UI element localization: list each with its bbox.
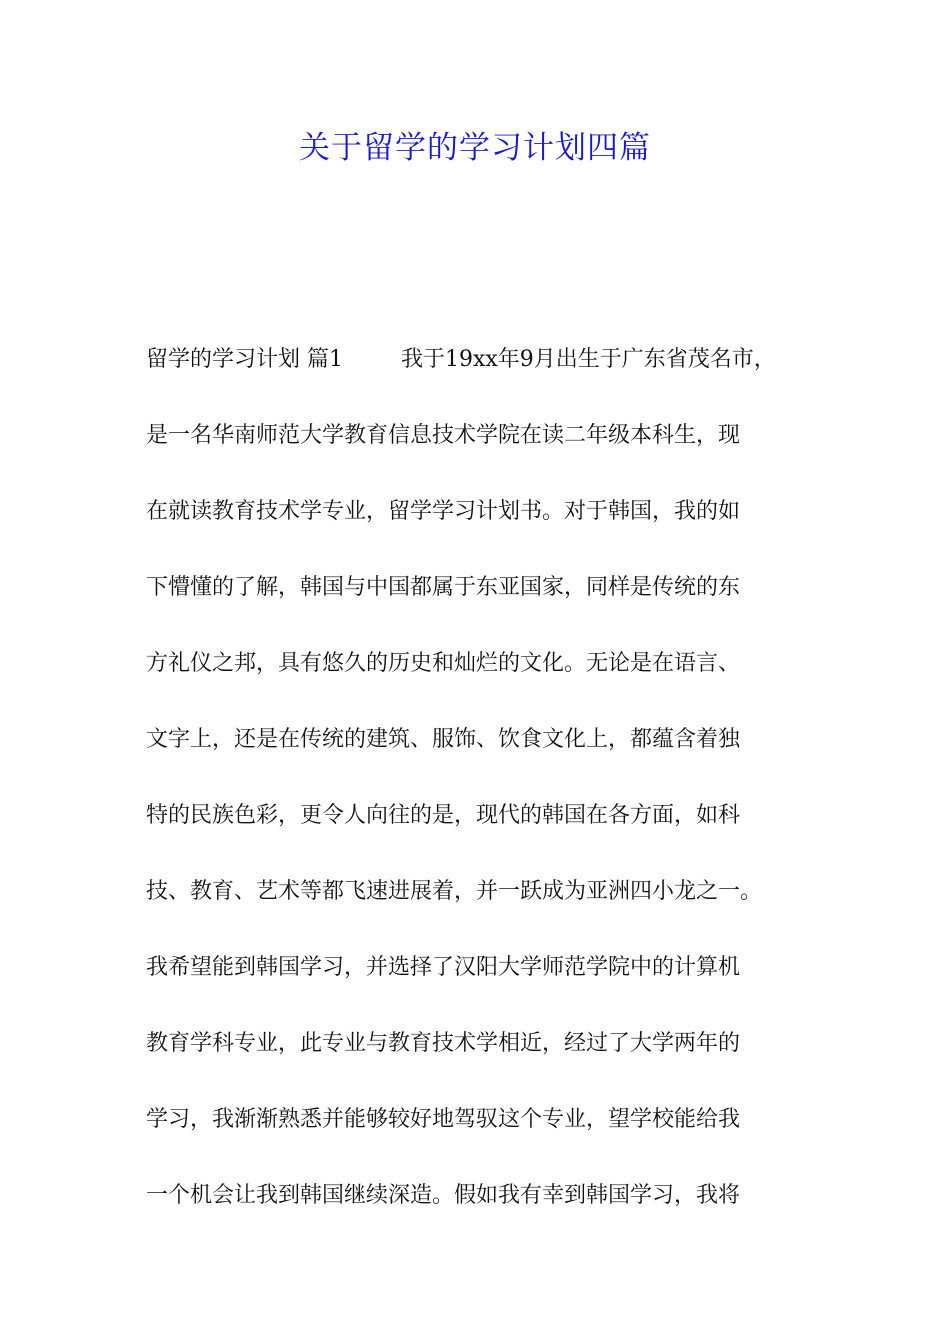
document-title: 关于留学的学习计划四篇 xyxy=(299,130,651,166)
paragraph-line: 方礼仪之邦，具有悠久的历史和灿烂的文化。无论是在语言、 xyxy=(146,651,741,676)
document-body xyxy=(146,340,846,1252)
paragraph-line: 一个机会让我到韩国继续深造。假如我有幸到韩国学习，我将 xyxy=(146,1183,741,1208)
paragraph-line: 教育学科专业，此专业与教育技术学相近，经过了大学两年的 xyxy=(146,1031,741,1056)
paragraph-line-text: 我于19xx年9月出生于广东省茂名市， xyxy=(401,347,776,372)
paragraph-line: 下懵懂的了解，韩国与中国都属于东亚国家，同样是传统的东 xyxy=(146,575,741,600)
section-heading: 留学的学习计划 篇1 xyxy=(146,347,343,372)
paragraph-line: 特的民族色彩，更令人向往的是，现代的韩国在各方面，如科 xyxy=(146,803,741,828)
paragraph-line: 在就读教育技术学专业，留学学习计划书。对于韩国，我的如 xyxy=(146,499,741,524)
paragraph-line: 我希望能到韩国学习，并选择了汉阳大学师范学院中的计算机 xyxy=(146,955,741,980)
paragraph-line: 技、教育、艺术等都飞速进展着，并一跃成为亚洲四小龙之一。 xyxy=(146,879,763,904)
paragraph-line: 学习，我渐渐熟悉并能够较好地驾驭这个专业，望学校能给我 xyxy=(146,1107,741,1132)
paragraph-line xyxy=(146,340,846,416)
paragraph-line: 是一名华南师范大学教育信息技术学院在读二年级本科生，现 xyxy=(146,423,741,448)
paragraph-line: 文字上，还是在传统的建筑、服饰、饮食文化上，都蕴含着独 xyxy=(146,727,741,752)
